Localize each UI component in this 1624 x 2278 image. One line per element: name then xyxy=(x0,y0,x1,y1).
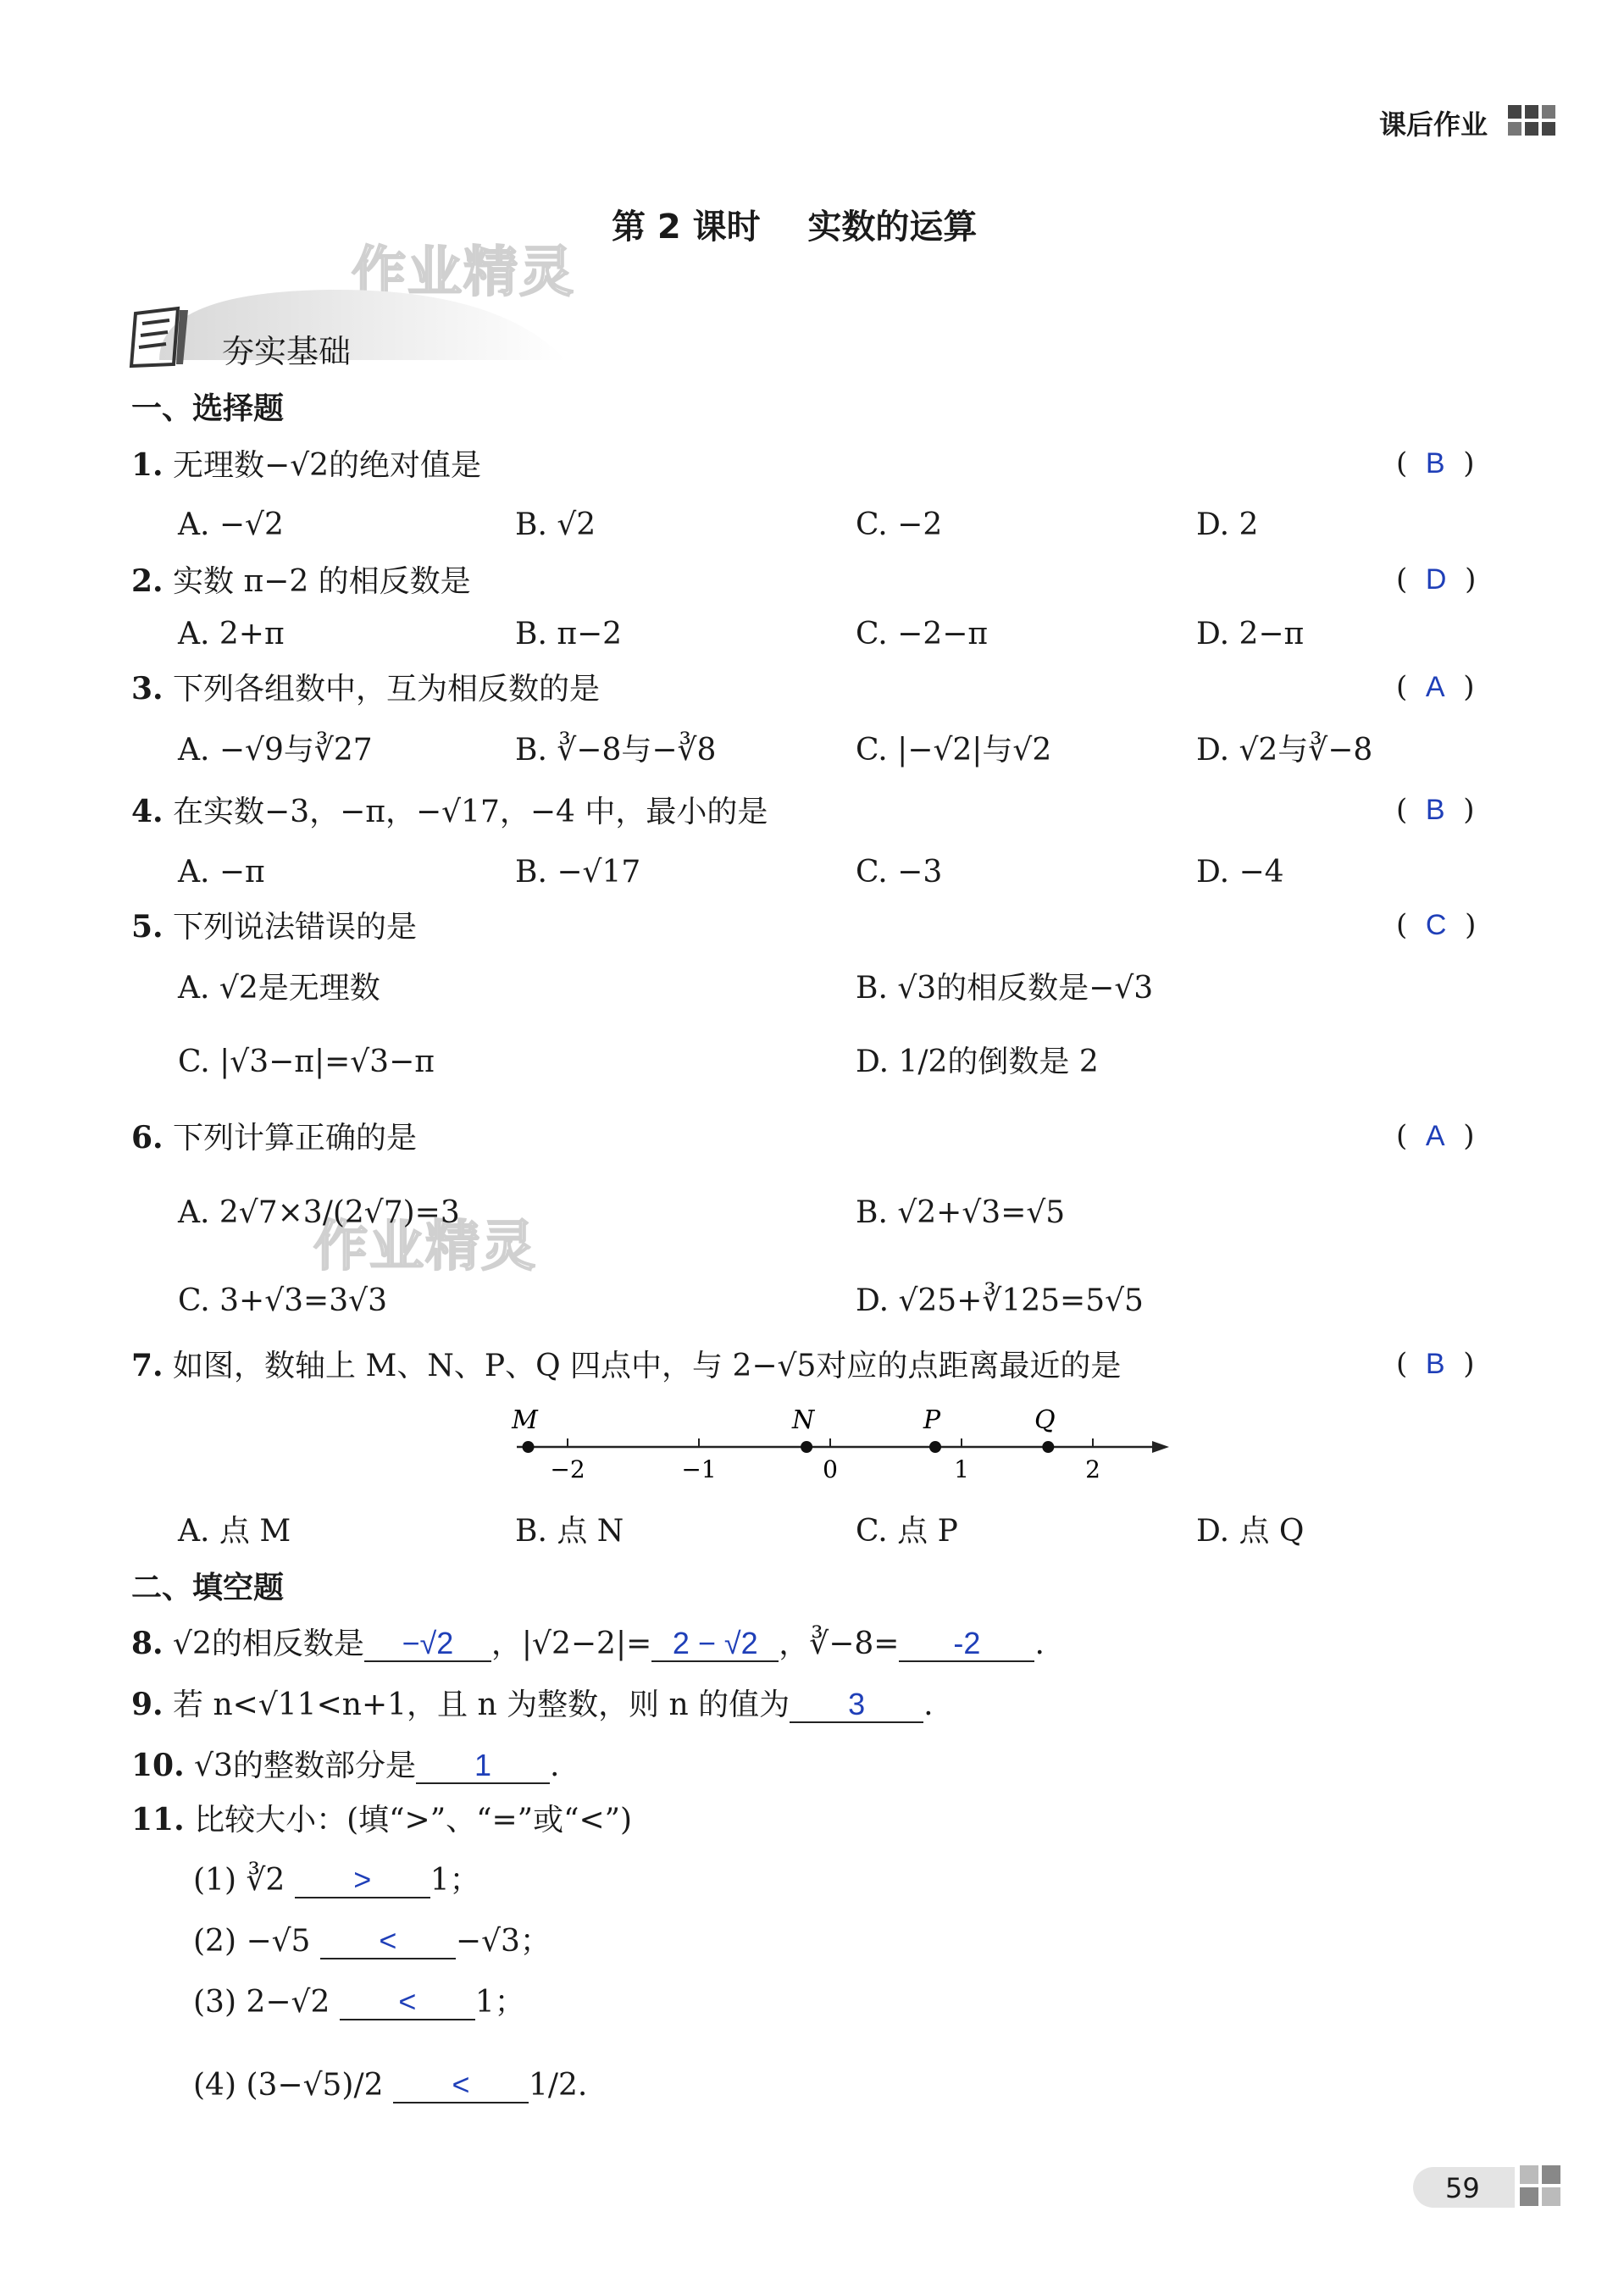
q4-opt-a: A. −π xyxy=(178,855,265,890)
q3-answer: A xyxy=(1425,671,1445,703)
point-p xyxy=(929,1441,941,1453)
q3-opt-b: B. ∛−8与−∛8 xyxy=(515,733,717,768)
q11-item-2-blank[interactable]: < xyxy=(320,1924,456,1959)
q11-item-4-label: (4) xyxy=(193,2068,236,2103)
q5-opt-a: A. √2是无理数 xyxy=(178,971,380,1006)
q6-opt-a: A. 2√7×3/(2√7)=3 xyxy=(178,1195,460,1230)
q7-text: 如图，数轴上 M、N、P、Q 四点中，与 2−√5对应的点距离最近的是 xyxy=(173,1349,1122,1383)
q2-stem xyxy=(131,563,471,601)
q1-answer: B xyxy=(1425,447,1445,479)
q7-answer: B xyxy=(1425,1348,1445,1380)
q8-part-b: ，|√2−2|= xyxy=(491,1627,652,1661)
point-label-p: P xyxy=(923,1405,941,1435)
q11-item-3-blank[interactable]: < xyxy=(340,1985,475,2020)
q6-answer: A xyxy=(1425,1120,1445,1152)
q11-text: 比较大小：(填“>”、“=”或“<”) xyxy=(194,1803,633,1837)
section-title: 夯实基础 xyxy=(222,333,352,370)
q6-opt-c: C. 3+√3=3√3 xyxy=(178,1283,387,1318)
q10-line xyxy=(131,1747,559,1785)
q1-opt-b: B. √2 xyxy=(515,507,596,542)
point-label-m: M xyxy=(512,1405,538,1435)
q6-number: 6. xyxy=(131,1120,164,1156)
q3-text: 下列各组数中，互为相反数的是 xyxy=(173,672,601,707)
page-number: 59 xyxy=(1445,2172,1480,2204)
q4-opt-c: C. −3 xyxy=(856,855,943,890)
q11-item-4-left: (3−√5)/2 xyxy=(246,2068,384,2103)
q2-number: 2. xyxy=(131,563,164,599)
q11-item-3-label: (3) xyxy=(193,1985,236,2020)
q7-opt-a: A. 点 M xyxy=(178,1514,291,1549)
q1-answer-paren: ( B ) xyxy=(1396,446,1475,480)
q1-opt-a: A. −√2 xyxy=(178,507,284,542)
q11-item-3-left: 2−√2 xyxy=(246,1985,330,2020)
lesson-title: 第 2 课时 实数的运算 xyxy=(612,208,978,247)
q11-item-4 xyxy=(193,2067,587,2104)
q2-opt-d: D. 2−π xyxy=(1196,617,1305,651)
q10-blank[interactable]: 1 xyxy=(416,1749,550,1784)
book-icon xyxy=(127,305,195,369)
q8-blank-c[interactable]: -2 xyxy=(899,1627,1034,1662)
q11-item-1-left: ∛2 xyxy=(246,1863,285,1898)
q5-answer-paren: ( C ) xyxy=(1396,908,1477,942)
q5-answer: C xyxy=(1425,909,1447,941)
q4-text: 在实数−3，−π，−√17，−4 中，最小的是 xyxy=(173,795,768,829)
q4-answer: B xyxy=(1425,794,1445,826)
q6-opt-d: D. √25+∛125=5√5 xyxy=(856,1283,1144,1318)
q3-answer-paren: ( A ) xyxy=(1396,670,1475,704)
q11-item-1-label: (1) xyxy=(193,1863,236,1898)
q7-opt-c: C. 点 P xyxy=(856,1514,958,1549)
q11-number: 11. xyxy=(131,1802,185,1837)
q11-item-1-blank[interactable]: > xyxy=(295,1863,430,1898)
q3-opt-d: D. √2与∛−8 xyxy=(1196,733,1373,768)
q7-opt-d: D. 点 Q xyxy=(1196,1514,1305,1549)
q11-item-2-left: −√5 xyxy=(246,1924,311,1959)
q7-opt-b: B. 点 N xyxy=(515,1514,624,1549)
watermark-top: 作业精灵 xyxy=(352,241,575,304)
point-m xyxy=(523,1441,535,1453)
q11-item-4-blank[interactable]: < xyxy=(393,2068,529,2103)
q9-line xyxy=(131,1686,934,1724)
q7-number: 7. xyxy=(131,1348,164,1383)
q10-number: 10. xyxy=(131,1748,185,1783)
q9-blank[interactable]: 3 xyxy=(790,1688,923,1723)
q1-opt-d: D. 2 xyxy=(1196,507,1259,542)
q2-text: 实数 π−2 的相反数是 xyxy=(173,564,471,599)
q8-part-c: ，∛−8= xyxy=(779,1627,900,1661)
tick-label: 1 xyxy=(954,1455,969,1483)
q6-text: 下列计算正确的是 xyxy=(173,1121,418,1156)
q8-part-a: √2的相反数是 xyxy=(173,1627,364,1661)
q10-text: √3的整数部分是 xyxy=(194,1749,416,1783)
q1-text: 无理数−√2的绝对值是 xyxy=(173,448,482,483)
q8-line xyxy=(131,1625,1045,1663)
q4-stem xyxy=(131,793,768,831)
q5-opt-c: C. |√3−π|=√3−π xyxy=(178,1045,435,1079)
q7-stem xyxy=(131,1347,1121,1385)
tick-label: 2 xyxy=(1085,1455,1100,1483)
point-label-n: N xyxy=(791,1405,815,1435)
q2-opt-a: A. 2+π xyxy=(178,617,285,651)
q4-opt-d: D. −4 xyxy=(1196,855,1284,890)
q11-item-2 xyxy=(193,1923,551,1960)
q2-opt-c: C. −2−π xyxy=(856,617,989,651)
watermark-mid: 作业精灵 xyxy=(313,1216,537,1278)
q5-stem xyxy=(131,908,417,946)
q8-number: 8. xyxy=(131,1626,164,1661)
point-q xyxy=(1042,1441,1054,1453)
part2-title: 二、填空题 xyxy=(131,1571,285,1605)
q11-stem xyxy=(131,1801,632,1839)
q2-answer-paren: ( D ) xyxy=(1396,563,1477,596)
q9-end: . xyxy=(923,1688,934,1722)
tick-label: −1 xyxy=(681,1455,717,1483)
q5-text: 下列说法错误的是 xyxy=(173,910,418,945)
q4-opt-b: B. −√17 xyxy=(515,855,641,890)
tick-label: −2 xyxy=(550,1455,585,1483)
q7-answer-paren: ( B ) xyxy=(1396,1347,1475,1381)
number-line xyxy=(508,1389,1169,1491)
number-line-arrow xyxy=(1152,1441,1169,1453)
tick-label: 0 xyxy=(823,1455,838,1483)
q5-opt-b: B. √3的相反数是−√3 xyxy=(856,971,1154,1006)
section-banner-bg xyxy=(125,280,600,364)
q6-answer-paren: ( A ) xyxy=(1396,1119,1475,1153)
point-n xyxy=(801,1441,812,1453)
q6-opt-b: B. √2+√3=√5 xyxy=(856,1195,1066,1230)
q1-number: 1. xyxy=(131,447,164,483)
q10-end: . xyxy=(549,1749,560,1783)
q3-opt-c: C. |−√2|与√2 xyxy=(856,733,1052,768)
q11-item-2-right: −√3； xyxy=(455,1924,551,1959)
q8-blank-b[interactable]: 2 − √2 xyxy=(651,1627,779,1662)
q2-opt-b: B. π−2 xyxy=(515,617,623,651)
q9-number: 9. xyxy=(131,1687,164,1722)
q1-opt-c: C. −2 xyxy=(856,507,943,542)
q4-answer-paren: ( B ) xyxy=(1396,793,1475,827)
q5-opt-d: D. 1/2的倒数是 2 xyxy=(856,1045,1099,1079)
q3-stem xyxy=(131,670,600,708)
part1-title: 一、选择题 xyxy=(131,391,285,426)
q11-item-1 xyxy=(193,1862,480,1899)
q11-item-4-right: 1/2. xyxy=(528,2068,588,2103)
q1-stem xyxy=(131,446,481,485)
footer-grid-icon xyxy=(1520,2165,1562,2208)
q6-stem xyxy=(131,1119,417,1157)
q9-text: 若 n<√11<n+1，且 n 为整数，则 n 的值为 xyxy=(173,1688,790,1722)
q8-blank-a[interactable]: −√2 xyxy=(364,1627,491,1662)
q4-number: 4. xyxy=(131,794,164,829)
q3-opt-a: A. −√9与∛27 xyxy=(178,733,373,768)
header-grid-icon xyxy=(1508,105,1559,137)
point-label-q: Q xyxy=(1034,1405,1056,1435)
q11-item-2-label: (2) xyxy=(193,1924,236,1959)
q3-number: 3. xyxy=(131,671,164,707)
q5-number: 5. xyxy=(131,909,164,945)
header-right-label: 课后作业 xyxy=(1379,108,1488,141)
q2-answer: D xyxy=(1425,563,1447,596)
q11-item-1-right: 1； xyxy=(430,1863,480,1898)
q11-item-3 xyxy=(193,1984,525,2021)
q11-item-3-right: 1； xyxy=(474,1985,525,2020)
q8-end: . xyxy=(1034,1627,1045,1661)
